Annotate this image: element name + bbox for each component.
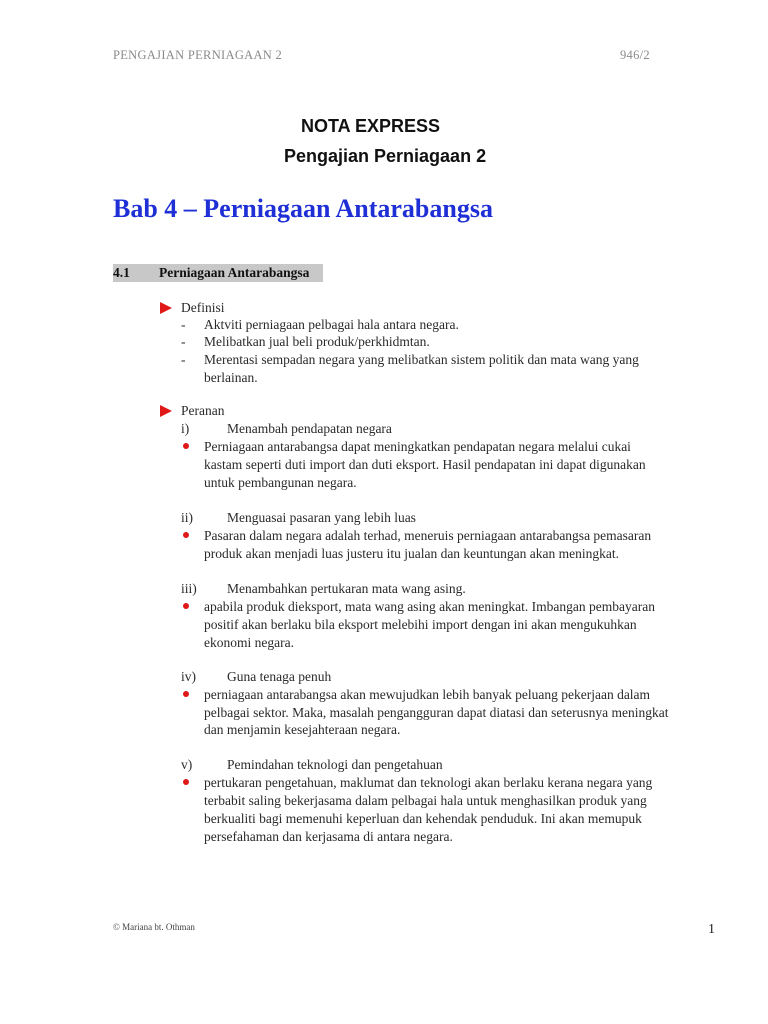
bullet-dot-icon [183,779,189,785]
peranan-title: Menguasai pasaran yang lebih luas [227,510,416,525]
peranan-heading: Peranan [181,403,225,418]
peranan-text: perniagaan antarabangsa akan mewujudkan lebih banyak peluang pekerjaan dalam [204,687,651,702]
peranan-text: pelbagai sektor. Maka, masalah pengangguran dapat diatasi dan seterusnya meningkat [204,705,669,720]
peranan-number: ii) [181,510,193,525]
peranan-number: v) [181,757,193,772]
peranan-text: Pasaran dalam negara adalah terhad, meneruis perniagaan antarabangsa pemasaran [204,528,652,543]
peranan-text: kastam seperti duti import dan duti eksport. Hasil pendapatan ini dapat digunakan [204,457,646,472]
arrow-bullet-icon [160,405,172,417]
peranan-text: Perniagaan antarabangsa dapat meningkatkan pendapatan negara melalui cukai [204,439,631,454]
peranan-title: Menambahkan pertukaran mata wang asing. [227,581,466,596]
document-subtitle: Pengajian Perniagaan 2 [284,146,487,166]
peranan-number: iv) [181,669,196,684]
peranan-text: persefahaman dan kerjasama di antara negara. [204,829,453,844]
document-title: NOTA EXPRESS [301,116,441,136]
peranan-text: produk akan menjadi luas justeru itu jualan dan keuntungan akan meningkat. [204,546,620,561]
peranan-text: dan menjamin kesejahteraan negara. [204,722,401,737]
definisi-item: Aktviti perniagaan pelbagai hala antara negara. [204,317,459,332]
peranan-text: terbabit saling bekerjasama dalam pelbagai hala untuk menghasilkan produk yang [204,793,647,808]
chapter-heading: Bab 4 – Perniagaan Antarabangsa [113,194,493,223]
peranan-number: i) [181,421,190,436]
peranan-text: untuk pembangunan negara. [204,475,357,490]
page-number: 1 [708,922,715,937]
bullet-dot-icon [183,443,189,449]
arrow-bullet-icon [160,302,172,314]
header-code: 946/2 [620,48,650,62]
peranan-text: apabila produk dieksport, mata wang asing akan meningkat. Imbangan pembayaran [204,599,655,614]
bullet-dot-icon [183,691,189,697]
peranan-title: Pemindahan teknologi dan pengetahuan [227,757,443,772]
definisi-heading: Definisi [181,300,225,315]
section-title: Perniagaan Antarabangsa [159,265,310,280]
dash-marker: - [181,317,186,332]
bullet-dot-icon [183,532,189,538]
peranan-title: Guna tenaga penuh [227,669,332,684]
dash-marker: - [181,352,186,367]
peranan-text: ekonomi negara. [204,635,294,650]
peranan-number: iii) [181,581,197,596]
definisi-item: Melibatkan jual beli produk/perkhidmtan. [204,334,430,349]
peranan-text: berkualiti bagi memenuhi keperluan dan kehendak penduduk. Ini akan memupuk [204,811,642,826]
dash-marker: - [181,334,186,349]
definisi-item: Merentasi sempadan negara yang melibatkan sistem politik dan mata wang yang [204,352,639,367]
peranan-text: pertukaran pengetahuan, maklumat dan teknologi akan berlaku kerana negara yang [204,775,653,790]
section-heading [113,264,323,282]
peranan-text: positif akan berlaku bila eksport melebihi import dengan ini akan mengukuhkan [204,617,637,632]
header-course: PENGAJIAN PERNIAGAAN 2 [113,48,283,62]
definisi-item-continuation: berlainan. [204,370,258,385]
section-number: 4.1 [113,265,130,280]
bullet-dot-icon [183,603,189,609]
peranan-title: Menambah pendapatan negara [227,421,392,436]
footer-copyright: © Mariana bt. Othman [113,922,195,932]
